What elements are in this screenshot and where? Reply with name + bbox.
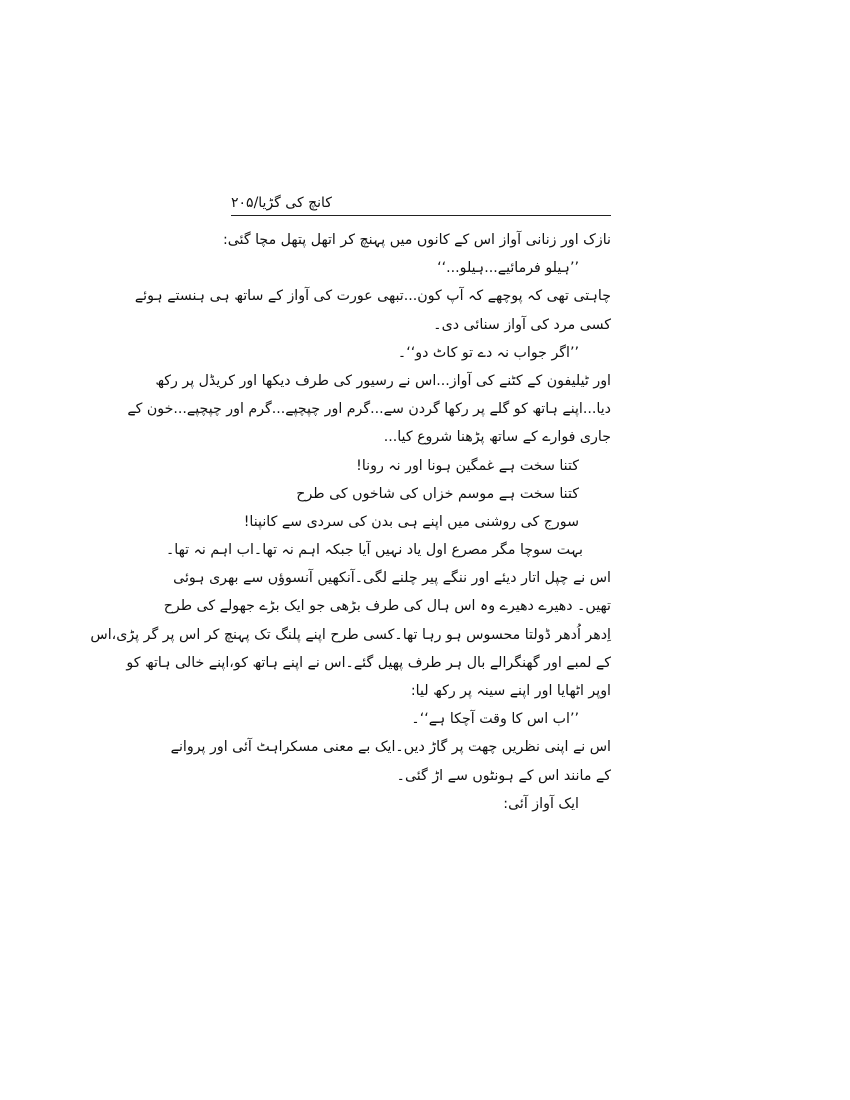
text-line: ’’اگر جواب نہ دے تو کاٹ دو‘‘۔ <box>397 344 579 361</box>
header-rule <box>231 215 611 216</box>
text-line: اور ٹیلیفون کے کٹنے کی آواز...اس نے رسیور کی طرف دیکھا اور کریڈل پر رکھ <box>155 372 611 389</box>
text-line: اِدھر اُدھر ڈولتا محسوس ہو رہا تھا۔کسی طرح اپنے پلنگ تک پہنچ کر اس پر گر پڑی،اس <box>90 626 611 643</box>
running-head-title-and-page-number: کانچ کی گڑیا/۲۰۵ <box>231 195 332 211</box>
text-line: کے مانند اس کے ہونٹوں سے اڑ گئی۔ <box>396 767 611 784</box>
page-header <box>231 193 611 217</box>
text-line: جاری فوارے کے ساتھ پڑھنا شروع کیا... <box>383 429 611 446</box>
text-line: اس نے اپنی نظریں چھت پر گاڑ دیں۔ایک بے معنی مسکراہٹ آئی اور پروانے <box>170 739 611 756</box>
text-line: ’’اب اس کا وقت آچکا ہے‘‘۔ <box>411 711 579 728</box>
verse-line: سورج کی روشنی میں اپنے ہی بدن کی سردی سے کانپنا! <box>243 513 579 530</box>
text-line: اوپر اٹھایا اور اپنے سینہ پر رکھ لیا: <box>410 683 611 699</box>
page-body-text <box>90 226 611 818</box>
text-line: تھیں۔ دھیرے دھیرے وہ اس ہال کی طرف بڑھی جو ایک بڑے جھولے کی طرح <box>163 598 611 615</box>
text-line: دیا...اپنے ہاتھ کو گلے پر رکھا گردن سے...گرم اور چپچپے...گرم اور چپچپے...خون کے <box>127 401 611 418</box>
verse-line: کتنا سخت ہے غمگین ہونا اور نہ رونا! <box>356 457 579 474</box>
verse-line: کتنا سخت ہے موسم خزاں کی شاخوں کی طرح <box>296 485 579 502</box>
text-line: ایک آواز آئی: <box>503 795 579 812</box>
text-line: اس نے چپل اتار دیئے اور ننگے پیر چلنے لگی۔آنکھیں آنسوؤں سے بھری ہوئی <box>173 570 611 587</box>
text-line: کسی مرد کی آواز سنائی دی۔ <box>433 316 611 333</box>
text-line: نازک اور زنانی آواز اس کے کانوں میں پہنچ کر اتھل پتھل مچا گئی: <box>222 232 611 248</box>
text-line: کے لمبے اور گھنگرالے بال ہر طرف پھیل گئے۔اس نے اپنے ہاتھ کو،اپنے خالی ہاتھ کو <box>126 654 611 671</box>
text-line: چاہتی تھی کہ پوچھے کہ آپ کون...تبھی عورت کی آواز کے ساتھ ہی ہنستے ہوئے <box>134 288 611 305</box>
text-line: بہت سوچا مگر مصرع اول یاد نہیں آیا جبکہ اہم نہ تھا۔اب اہم نہ تھا۔ <box>165 542 583 559</box>
text-line: ’’ہیلو فرمائیے...ہیلو...‘‘ <box>437 260 579 277</box>
